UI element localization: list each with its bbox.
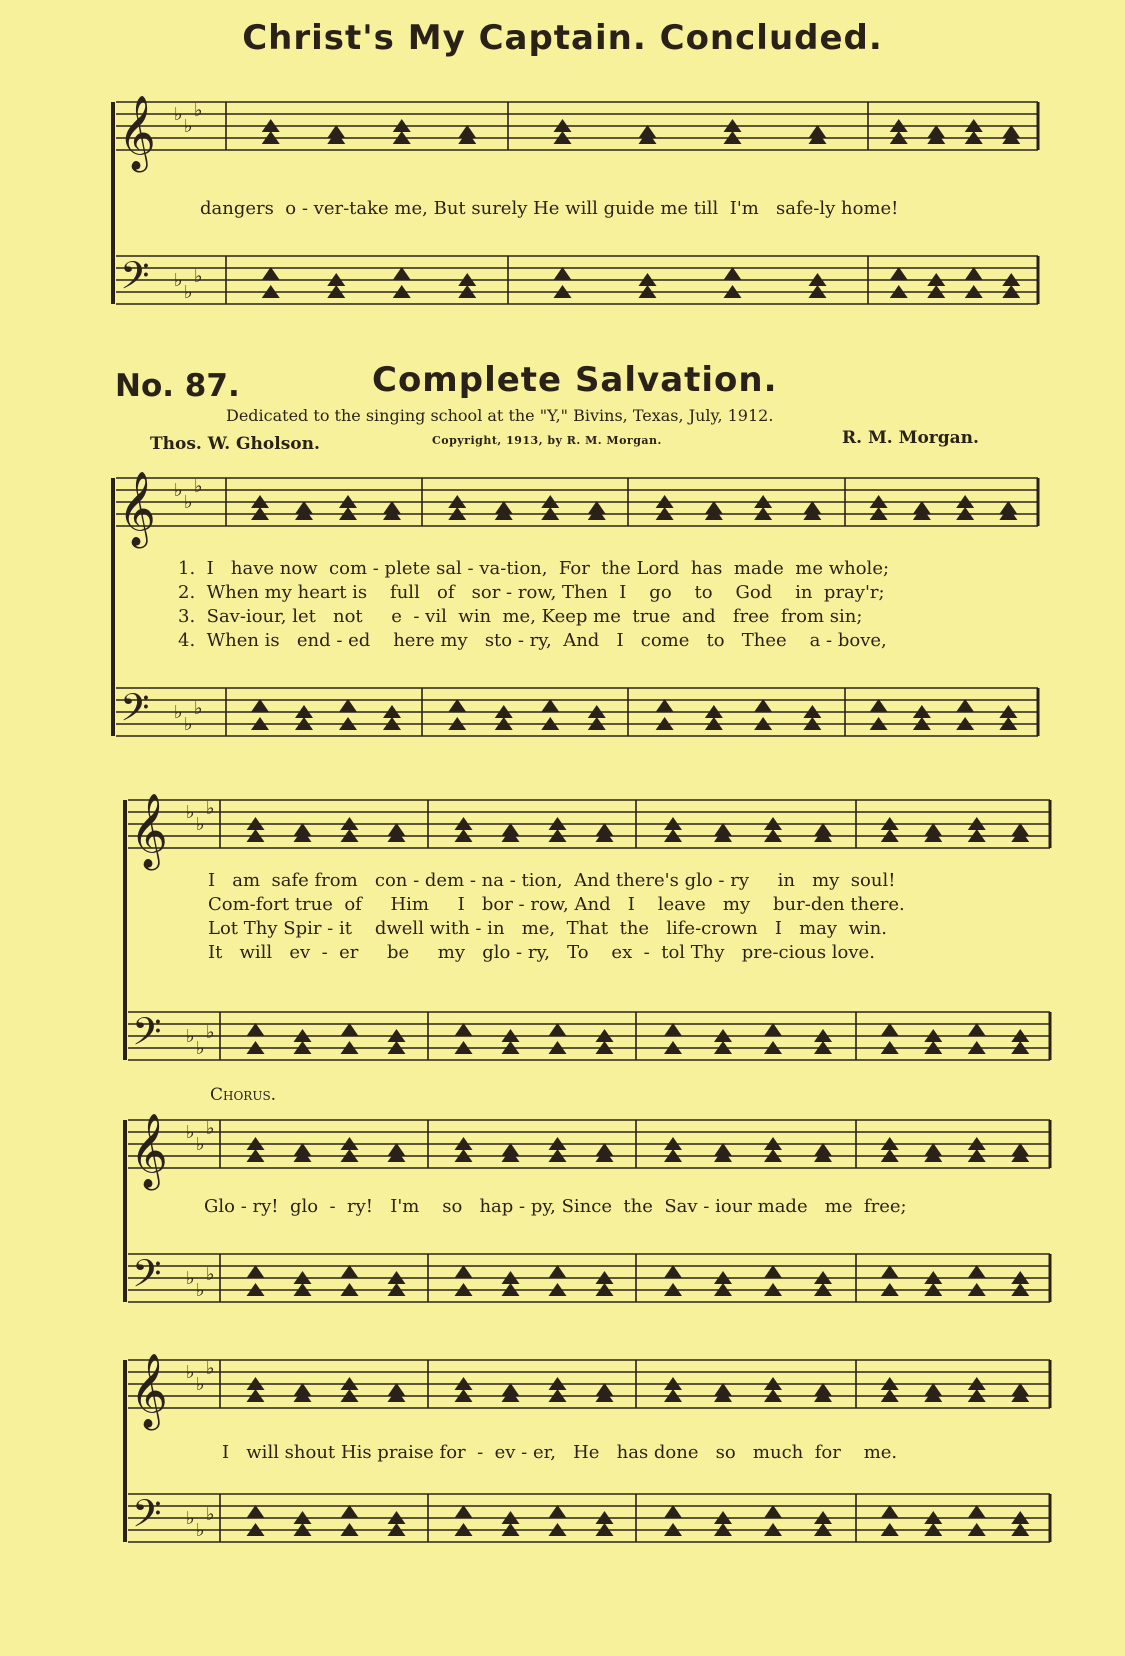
composer: R. M. Morgan. bbox=[842, 428, 979, 448]
svg-text:♭: ♭ bbox=[206, 1118, 215, 1139]
shape-note bbox=[341, 1505, 359, 1518]
author: Thos. W. Gholson. bbox=[150, 434, 320, 454]
svg-text:𝄢: 𝄢 bbox=[132, 1009, 162, 1063]
svg-text:𝄢: 𝄢 bbox=[132, 1491, 162, 1545]
shape-note bbox=[881, 1265, 899, 1278]
shape-note bbox=[554, 267, 572, 280]
shape-note bbox=[968, 1023, 986, 1036]
svg-text:♭: ♭ bbox=[184, 116, 193, 137]
svg-text:♭: ♭ bbox=[196, 1038, 205, 1059]
shape-note bbox=[549, 1265, 567, 1278]
svg-text:♭: ♭ bbox=[196, 1520, 205, 1541]
shape-note bbox=[968, 1265, 986, 1278]
chorus-label: Chorus. bbox=[210, 1085, 277, 1105]
verse-1-line-a: 1. I have now com - plete sal - va-tion, For the Lord has made me whole; bbox=[178, 558, 890, 579]
verse-3-line-a: 3. Sav-iour, let not e - vil win me, Keep me true and free from sin; bbox=[178, 606, 863, 627]
shape-note bbox=[881, 1023, 899, 1036]
shape-note bbox=[455, 1265, 473, 1278]
shape-note bbox=[393, 267, 411, 280]
shape-note bbox=[764, 1505, 782, 1518]
svg-text:♭: ♭ bbox=[196, 1374, 205, 1395]
shape-note bbox=[754, 699, 772, 712]
shape-note bbox=[664, 1505, 682, 1518]
previous-hymn-title: Christ's My Captain. Concluded. bbox=[242, 18, 883, 58]
svg-text:𝄢: 𝄢 bbox=[132, 1251, 162, 1305]
verse-3-line-b: Lot Thy Spir - it dwell with - in me, That the life-crown I may win. bbox=[208, 918, 887, 939]
svg-text:♭: ♭ bbox=[206, 798, 215, 819]
svg-text:♭: ♭ bbox=[206, 1358, 215, 1379]
svg-text:♭: ♭ bbox=[196, 1280, 205, 1301]
svg-text:♭: ♭ bbox=[174, 270, 183, 291]
hymn-title: Complete Salvation. bbox=[372, 360, 778, 400]
shape-note bbox=[965, 267, 983, 280]
shape-note bbox=[247, 1265, 265, 1278]
final-lyric: I will shout His praise for - ev - er, He has done so much for me. bbox=[222, 1442, 898, 1463]
svg-text:𝄞: 𝄞 bbox=[130, 1114, 168, 1188]
shape-note bbox=[448, 699, 466, 712]
svg-text:𝄞: 𝄞 bbox=[130, 794, 168, 868]
svg-text:♭: ♭ bbox=[174, 480, 183, 501]
verse-2-line-b: Com-fort true of Him I bor - row, And I leave my bur-den there. bbox=[208, 894, 905, 915]
svg-text:♭: ♭ bbox=[186, 1026, 195, 1047]
copyright: Copyright, 1913, by R. M. Morgan. bbox=[432, 434, 662, 447]
verse-1-line-b: I am safe from con - dem - na - tion, And there's glo - ry in my soul! bbox=[208, 870, 896, 891]
shape-note bbox=[455, 1505, 473, 1518]
svg-text:♭: ♭ bbox=[194, 100, 203, 121]
svg-text:♭: ♭ bbox=[196, 814, 205, 835]
svg-text:♭: ♭ bbox=[206, 1264, 215, 1285]
hymn-number: No. 87. bbox=[115, 368, 240, 404]
shape-note bbox=[881, 1505, 899, 1518]
svg-text:♭: ♭ bbox=[186, 1362, 195, 1383]
svg-text:♭: ♭ bbox=[174, 702, 183, 723]
shape-note bbox=[262, 267, 280, 280]
shape-note bbox=[664, 1023, 682, 1036]
svg-text:♭: ♭ bbox=[186, 1268, 195, 1289]
lyric-line-top: dangers o - ver-take me, But surely He will guide me till I'm safe-ly home! bbox=[200, 198, 899, 219]
shape-note bbox=[968, 1505, 986, 1518]
shape-note bbox=[247, 1023, 265, 1036]
svg-text:♭: ♭ bbox=[186, 1508, 195, 1529]
shape-note bbox=[656, 699, 674, 712]
svg-text:𝄢: 𝄢 bbox=[120, 685, 150, 739]
shape-note bbox=[541, 699, 559, 712]
svg-text:♭: ♭ bbox=[196, 1134, 205, 1155]
shape-note bbox=[341, 1023, 359, 1036]
svg-text:♭: ♭ bbox=[186, 1122, 195, 1143]
svg-text:♭: ♭ bbox=[194, 698, 203, 719]
shape-note bbox=[956, 699, 974, 712]
shape-note bbox=[341, 1265, 359, 1278]
shape-note bbox=[890, 267, 908, 280]
shape-note bbox=[247, 1505, 265, 1518]
shape-note bbox=[339, 699, 357, 712]
svg-text:♭: ♭ bbox=[184, 714, 193, 735]
svg-text:♭: ♭ bbox=[184, 492, 193, 513]
shape-note bbox=[870, 699, 888, 712]
verse-4-line-a: 4. When is end - ed here my sto - ry, And I come to Thee a - bove, bbox=[178, 630, 887, 651]
shape-note bbox=[549, 1023, 567, 1036]
shape-note bbox=[724, 267, 742, 280]
svg-text:𝄞: 𝄞 bbox=[118, 472, 156, 546]
shape-note bbox=[764, 1023, 782, 1036]
shape-note bbox=[764, 1265, 782, 1278]
shape-note bbox=[455, 1023, 473, 1036]
svg-text:𝄞: 𝄞 bbox=[130, 1354, 168, 1428]
shape-note bbox=[664, 1265, 682, 1278]
svg-text:♭: ♭ bbox=[186, 802, 195, 823]
svg-text:♭: ♭ bbox=[194, 476, 203, 497]
shape-note bbox=[251, 699, 269, 712]
dedication: Dedicated to the singing school at the "Y," Bivins, Texas, July, 1912. bbox=[226, 406, 774, 425]
svg-text:♭: ♭ bbox=[206, 1504, 215, 1525]
shape-note bbox=[549, 1505, 567, 1518]
svg-text:♭: ♭ bbox=[206, 1022, 215, 1043]
svg-text:𝄢: 𝄢 bbox=[120, 253, 150, 307]
svg-text:♭: ♭ bbox=[194, 266, 203, 287]
svg-text:♭: ♭ bbox=[174, 104, 183, 125]
verse-2-line-a: 2. When my heart is full of sor - row, Then I go to God in pray'r; bbox=[178, 582, 885, 603]
verse-4-line-b: It will ev - er be my glo - ry, To ex - tol Thy pre-cious love. bbox=[208, 942, 875, 963]
svg-text:𝄞: 𝄞 bbox=[118, 96, 156, 170]
chorus-lyric: Glo - ry! glo - ry! I'm so hap - py, Since the Sav - iour made me free; bbox=[204, 1196, 907, 1217]
svg-text:♭: ♭ bbox=[184, 282, 193, 303]
